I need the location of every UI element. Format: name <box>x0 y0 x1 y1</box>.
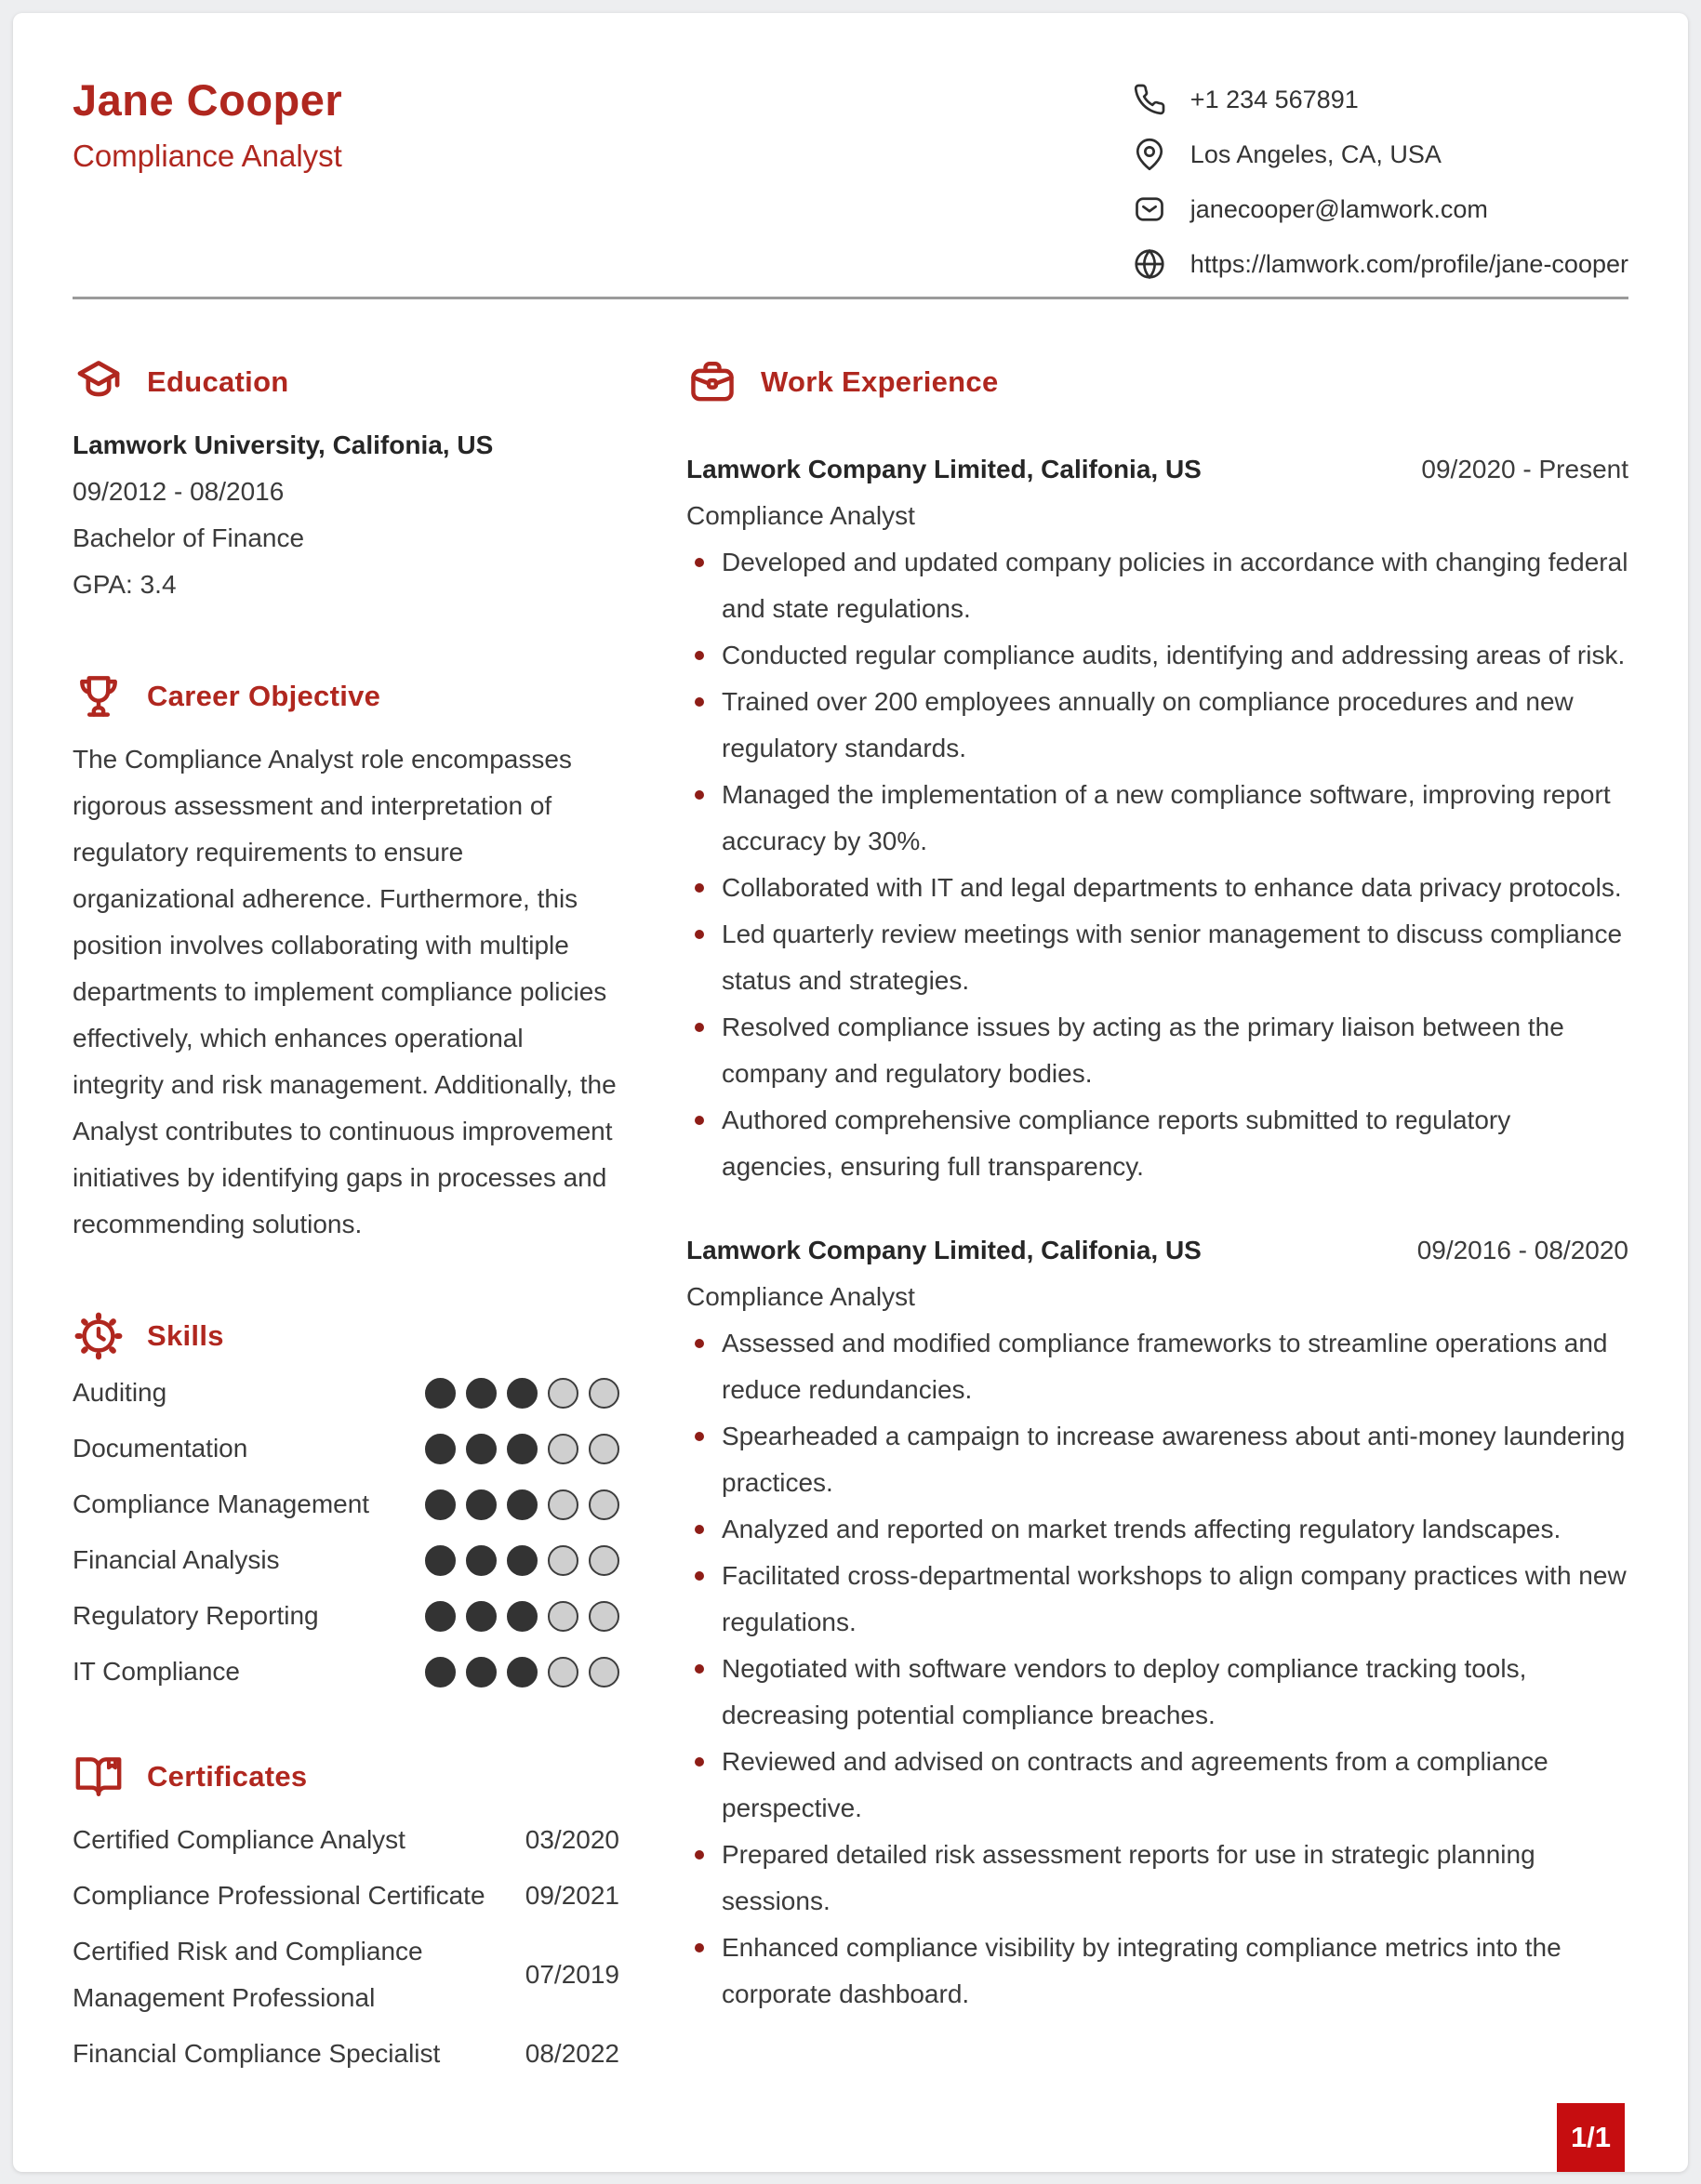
skill-dot-filled <box>466 1434 497 1464</box>
skill-dot-empty <box>589 1489 619 1520</box>
section-skills <box>73 1309 619 1688</box>
header-identity <box>73 74 342 175</box>
website-icon <box>1133 247 1166 281</box>
section-career-objective <box>73 669 619 1248</box>
contact-website <box>1133 246 1628 282</box>
job-entry <box>686 446 1628 1190</box>
section-work-experience <box>686 355 1628 2018</box>
job-bullet-list <box>686 539 1628 1190</box>
job-role: Compliance Analyst <box>686 501 915 530</box>
certificate-row <box>73 1928 619 2021</box>
job-bullet-list <box>686 1320 1628 2018</box>
email-value: janecooper@lamwork.com <box>1189 194 1488 223</box>
job-bullet: Analyzed and reported on market trends affecting regulatory landscapes. <box>686 1506 1628 1553</box>
skill-dot-filled <box>466 1545 497 1576</box>
job-dates: 09/2016 - 08/2020 <box>1416 1236 1628 1264</box>
skill-dot-empty <box>589 1378 619 1409</box>
job-company: Lamwork Company Limited, Califonia, US <box>686 1236 1202 1264</box>
person-job-title: Compliance Analyst <box>73 139 342 173</box>
skill-name: Financial Analysis <box>73 1545 280 1574</box>
skill-row <box>73 1432 619 1465</box>
job-bullet: Conducted regular compliance audits, identifying and addressing areas of risk. <box>686 632 1628 679</box>
skill-dot-empty <box>589 1434 619 1464</box>
career-objective-text: The Compliance Analyst role encompasses rigorous assessment and interpretation of regulatory requirements to ensure organizational adherence. Furthermore, this position involves collaborating with multiple departments to implement compliance policies effectively, which enhances operational integrity and risk management. Additionally, the Analyst contributes to continuous improvement initiatives by identifying gaps in processes and recommending solutions. <box>73 745 617 1238</box>
section-title-skills: Skills <box>147 1319 224 1352</box>
certificate-name: Compliance Professional Certificate <box>73 1881 485 1910</box>
skill-row <box>73 1543 619 1577</box>
skill-row <box>73 1376 619 1410</box>
skill-dot-filled <box>425 1657 456 1688</box>
location-value: Los Angeles, CA, USA <box>1189 139 1442 168</box>
trophy-icon <box>73 670 125 722</box>
certificate-date: 03/2020 <box>525 1825 619 1854</box>
certificate-row <box>73 1817 619 1863</box>
education-dates: 09/2012 - 08/2016 <box>73 477 285 506</box>
certificate-name: Financial Compliance Specialist <box>73 2039 441 2068</box>
skill-level-dots <box>425 1489 619 1520</box>
skill-dot-filled <box>466 1378 497 1409</box>
section-title-certificates: Certificates <box>147 1760 308 1793</box>
skill-name: Compliance Management <box>73 1489 370 1518</box>
contact-phone <box>1133 82 1628 117</box>
open-book-icon <box>73 1751 125 1803</box>
skill-dot-filled <box>507 1434 538 1464</box>
skill-dot-filled <box>425 1378 456 1409</box>
header-divider <box>73 297 1628 299</box>
job-dates: 09/2020 - Present <box>1421 455 1628 483</box>
skill-level-dots <box>425 1545 619 1576</box>
graduation-cap-icon <box>73 356 125 408</box>
skill-dot-empty <box>548 1434 578 1464</box>
contact-block <box>1133 82 1628 282</box>
skill-dot-empty <box>589 1657 619 1688</box>
skill-level-dots <box>425 1434 619 1464</box>
section-title-career-objective: Career Objective <box>147 680 381 712</box>
skill-name: IT Compliance <box>73 1657 241 1686</box>
skill-row <box>73 1488 619 1521</box>
skill-dot-filled <box>425 1545 456 1576</box>
education-gpa: GPA: 3.4 <box>73 570 177 599</box>
education-school: Lamwork University, Califonia, US <box>73 430 494 459</box>
job-bullet: Negotiated with software vendors to deploy compliance tracking tools, decreasing potential compliance breaches. <box>686 1646 1628 1739</box>
job-role: Compliance Analyst <box>686 1282 915 1311</box>
certificate-date: 08/2022 <box>525 2039 619 2068</box>
section-title-work-experience: Work Experience <box>761 365 999 398</box>
skill-dot-filled <box>466 1601 497 1632</box>
skill-name: Auditing <box>73 1378 167 1407</box>
skill-dot-empty <box>548 1378 578 1409</box>
person-name: Jane Cooper <box>73 75 343 125</box>
skill-row <box>73 1599 619 1633</box>
skill-dot-filled <box>425 1434 456 1464</box>
phone-icon <box>1133 83 1166 116</box>
job-bullet: Enhanced compliance visibility by integrating compliance metrics into the corporate dashboard. <box>686 1925 1628 2018</box>
skill-level-dots <box>425 1378 619 1409</box>
job-bullet: Facilitated cross-departmental workshops to align company practices with new regulations. <box>686 1553 1628 1646</box>
skill-dot-empty <box>589 1545 619 1576</box>
website-value: https://lamwork.com/profile/jane-cooper <box>1189 249 1628 278</box>
skill-name: Documentation <box>73 1434 248 1463</box>
skill-dot-empty <box>548 1545 578 1576</box>
skill-level-dots <box>425 1657 619 1688</box>
job-bullet: Collaborated with IT and legal departments to enhance data privacy protocols. <box>686 865 1628 911</box>
job-bullet: Prepared detailed risk assessment reports for use in strategic planning sessions. <box>686 1832 1628 1925</box>
skill-dot-empty <box>589 1601 619 1632</box>
location-icon <box>1133 138 1166 171</box>
resume-page <box>13 13 1688 2172</box>
header <box>73 74 1628 282</box>
gear-clock-icon <box>73 1310 125 1362</box>
job-bullet: Resolved compliance issues by acting as the primary liaison between the company and regulatory bodies. <box>686 1004 1628 1097</box>
education-degree: Bachelor of Finance <box>73 523 305 552</box>
skill-dot-empty <box>548 1657 578 1688</box>
contact-email <box>1133 192 1628 227</box>
skill-dot-filled <box>466 1489 497 1520</box>
skill-dot-empty <box>548 1489 578 1520</box>
skill-name: Regulatory Reporting <box>73 1601 319 1630</box>
right-column <box>686 355 1628 2086</box>
left-column <box>73 355 619 2086</box>
job-bullet: Spearheaded a campaign to increase awareness about anti-money laundering practices. <box>686 1413 1628 1506</box>
section-title-education: Education <box>147 365 289 398</box>
job-bullet: Trained over 200 employees annually on compliance procedures and new regulatory standards. <box>686 679 1628 772</box>
skill-dot-filled <box>507 1601 538 1632</box>
skill-dot-filled <box>425 1601 456 1632</box>
job-bullet: Reviewed and advised on contracts and agreements from a compliance perspective. <box>686 1739 1628 1832</box>
skill-dot-filled <box>425 1489 456 1520</box>
certificate-name: Certified Risk and Compliance Management Professional <box>73 1937 423 2012</box>
certificate-date: 07/2019 <box>525 1960 619 1989</box>
job-bullet: Assessed and modified compliance frameworks to streamline operations and reduce redundancies. <box>686 1320 1628 1413</box>
job-entry <box>686 1227 1628 2018</box>
page-indicator-badge: 1/1 <box>1557 2103 1625 2172</box>
certificate-date: 09/2021 <box>525 1881 619 1910</box>
job-bullet: Authored comprehensive compliance reports submitted to regulatory agencies, ensuring full transparency. <box>686 1097 1628 1190</box>
job-bullet: Led quarterly review meetings with senior management to discuss compliance status and strategies. <box>686 911 1628 1004</box>
email-icon <box>1133 192 1166 226</box>
briefcase-icon <box>686 356 738 408</box>
skill-dot-filled <box>507 1657 538 1688</box>
section-certificates <box>73 1750 619 2077</box>
job-company: Lamwork Company Limited, Califonia, US <box>686 455 1202 483</box>
contact-location <box>1133 137 1628 172</box>
skill-dot-empty <box>548 1601 578 1632</box>
skill-level-dots <box>425 1601 619 1632</box>
certificate-row <box>73 2031 619 2077</box>
certificate-name: Certified Compliance Analyst <box>73 1825 405 1854</box>
job-bullet: Managed the implementation of a new compliance software, improving report accuracy by 30%. <box>686 772 1628 865</box>
skill-dot-filled <box>466 1657 497 1688</box>
section-education <box>73 355 619 608</box>
phone-value: +1 234 567891 <box>1189 85 1359 113</box>
skill-dot-filled <box>507 1489 538 1520</box>
skill-dot-filled <box>507 1378 538 1409</box>
job-bullet: Developed and updated company policies in accordance with changing federal and state regulations. <box>686 539 1628 632</box>
certificate-row <box>73 1873 619 1919</box>
skill-row <box>73 1655 619 1688</box>
skill-dot-filled <box>507 1545 538 1576</box>
